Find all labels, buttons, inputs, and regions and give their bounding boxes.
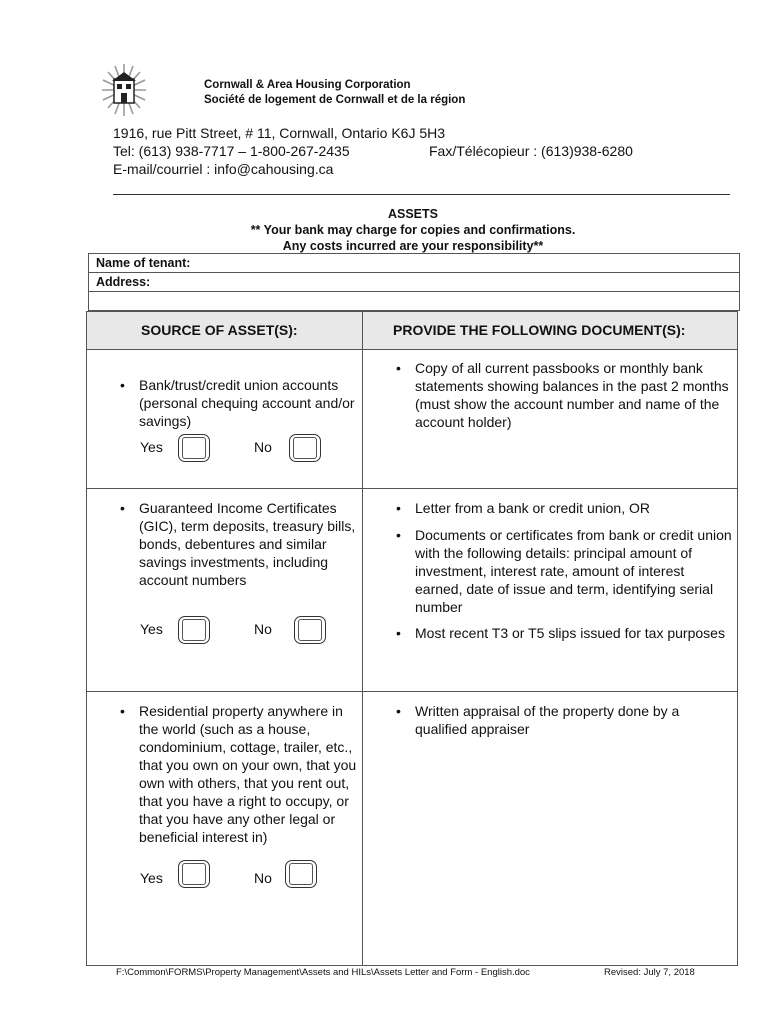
column-header-source: SOURCE OF ASSET(S): xyxy=(141,322,298,338)
page-title: ASSETS xyxy=(387,207,438,221)
source-gic-investments: • Guaranteed Income Certificates (GIC), term deposits, treasury bills, bonds, debentures and similar savings investments, including account numbers xyxy=(117,499,365,589)
source-residential-property: • Residential property anywhere in the world (such as a house, condominium, cottage, trailer, etc., that you own on your own, that you own with others, that you rent out, that you have a right to occupy, or that you have any other legal or beneficial interest in) xyxy=(117,702,365,846)
footer-file-path: F:\Common\FORMS\Property Management\Assets and HILs\Assets Letter and Form - English.doc xyxy=(116,967,530,978)
doc-tax-slips: • Most recent T3 or T5 slips issued for tax purposes xyxy=(393,624,735,642)
telephone: Tel: (613) 938-7717 – 1-800-267-2435 xyxy=(113,143,350,159)
yes-checkbox[interactable] xyxy=(178,860,210,888)
yes-checkbox[interactable] xyxy=(178,616,210,644)
tenant-info-box xyxy=(88,253,740,311)
doc-property-appraisal: • Written appraisal of the property done by a qualified appraiser xyxy=(393,702,735,738)
assets-table xyxy=(86,311,738,966)
no-label: No xyxy=(254,621,272,637)
bank-charge-notice: ** Your bank may charge for copies and confirmations. xyxy=(250,223,576,237)
org-names xyxy=(204,78,465,108)
tenant-name-field[interactable]: Name of tenant: xyxy=(89,254,739,273)
no-label: No xyxy=(254,439,272,455)
org-name-english: Cornwall & Area Housing Corporation xyxy=(204,79,411,91)
no-label: No xyxy=(254,870,272,886)
row-divider xyxy=(87,488,737,489)
fax: Fax/Télécopieur : (613)938-6280 xyxy=(429,143,633,159)
doc-certificates: • Documents or certificates from bank or credit union with the following details: principal amount of investment, interest rate, amount of interest earned, date of issue and term, identifying serial number xyxy=(393,526,735,616)
no-checkbox[interactable] xyxy=(289,434,321,462)
org-name-french: Société de logement de Cornwall et de la région xyxy=(204,94,466,106)
contact-block xyxy=(113,124,633,178)
source-bank-accounts: • Bank/trust/credit union accounts (personal chequing account and/or savings) xyxy=(117,376,365,430)
footer-revised-date: Revised: July 7, 2018 xyxy=(604,967,695,978)
doc-bank-letter: • Letter from a bank or credit union, OR xyxy=(393,499,735,517)
yes-label: Yes xyxy=(140,621,163,637)
row-divider xyxy=(87,691,737,692)
tenant-address-field[interactable]: Address: xyxy=(89,273,739,292)
street-address: 1916, rue Pitt Street, # 11, Cornwall, Ontario K6J 5H3 xyxy=(113,125,446,141)
row-divider xyxy=(87,349,737,350)
header-divider xyxy=(113,194,730,195)
no-checkbox[interactable] xyxy=(285,860,317,888)
email: E-mail/courriel : info@cahousing.ca xyxy=(113,161,334,177)
tenant-extra-line[interactable] xyxy=(89,292,739,310)
yes-label: Yes xyxy=(140,439,163,455)
doc-bank-statements: • Copy of all current passbooks or monthly bank statements showing balances in the past 2 months (must show the account number and name of the account holder) xyxy=(393,359,735,431)
housing-logo-icon xyxy=(100,62,148,118)
yes-label: Yes xyxy=(140,870,163,886)
cost-responsibility-notice: Any costs incurred are your responsibility** xyxy=(282,239,544,253)
column-header-documents: PROVIDE THE FOLLOWING DOCUMENT(S): xyxy=(393,322,686,338)
yes-checkbox[interactable] xyxy=(178,434,210,462)
assets-heading xyxy=(88,206,738,254)
no-checkbox[interactable] xyxy=(294,616,326,644)
